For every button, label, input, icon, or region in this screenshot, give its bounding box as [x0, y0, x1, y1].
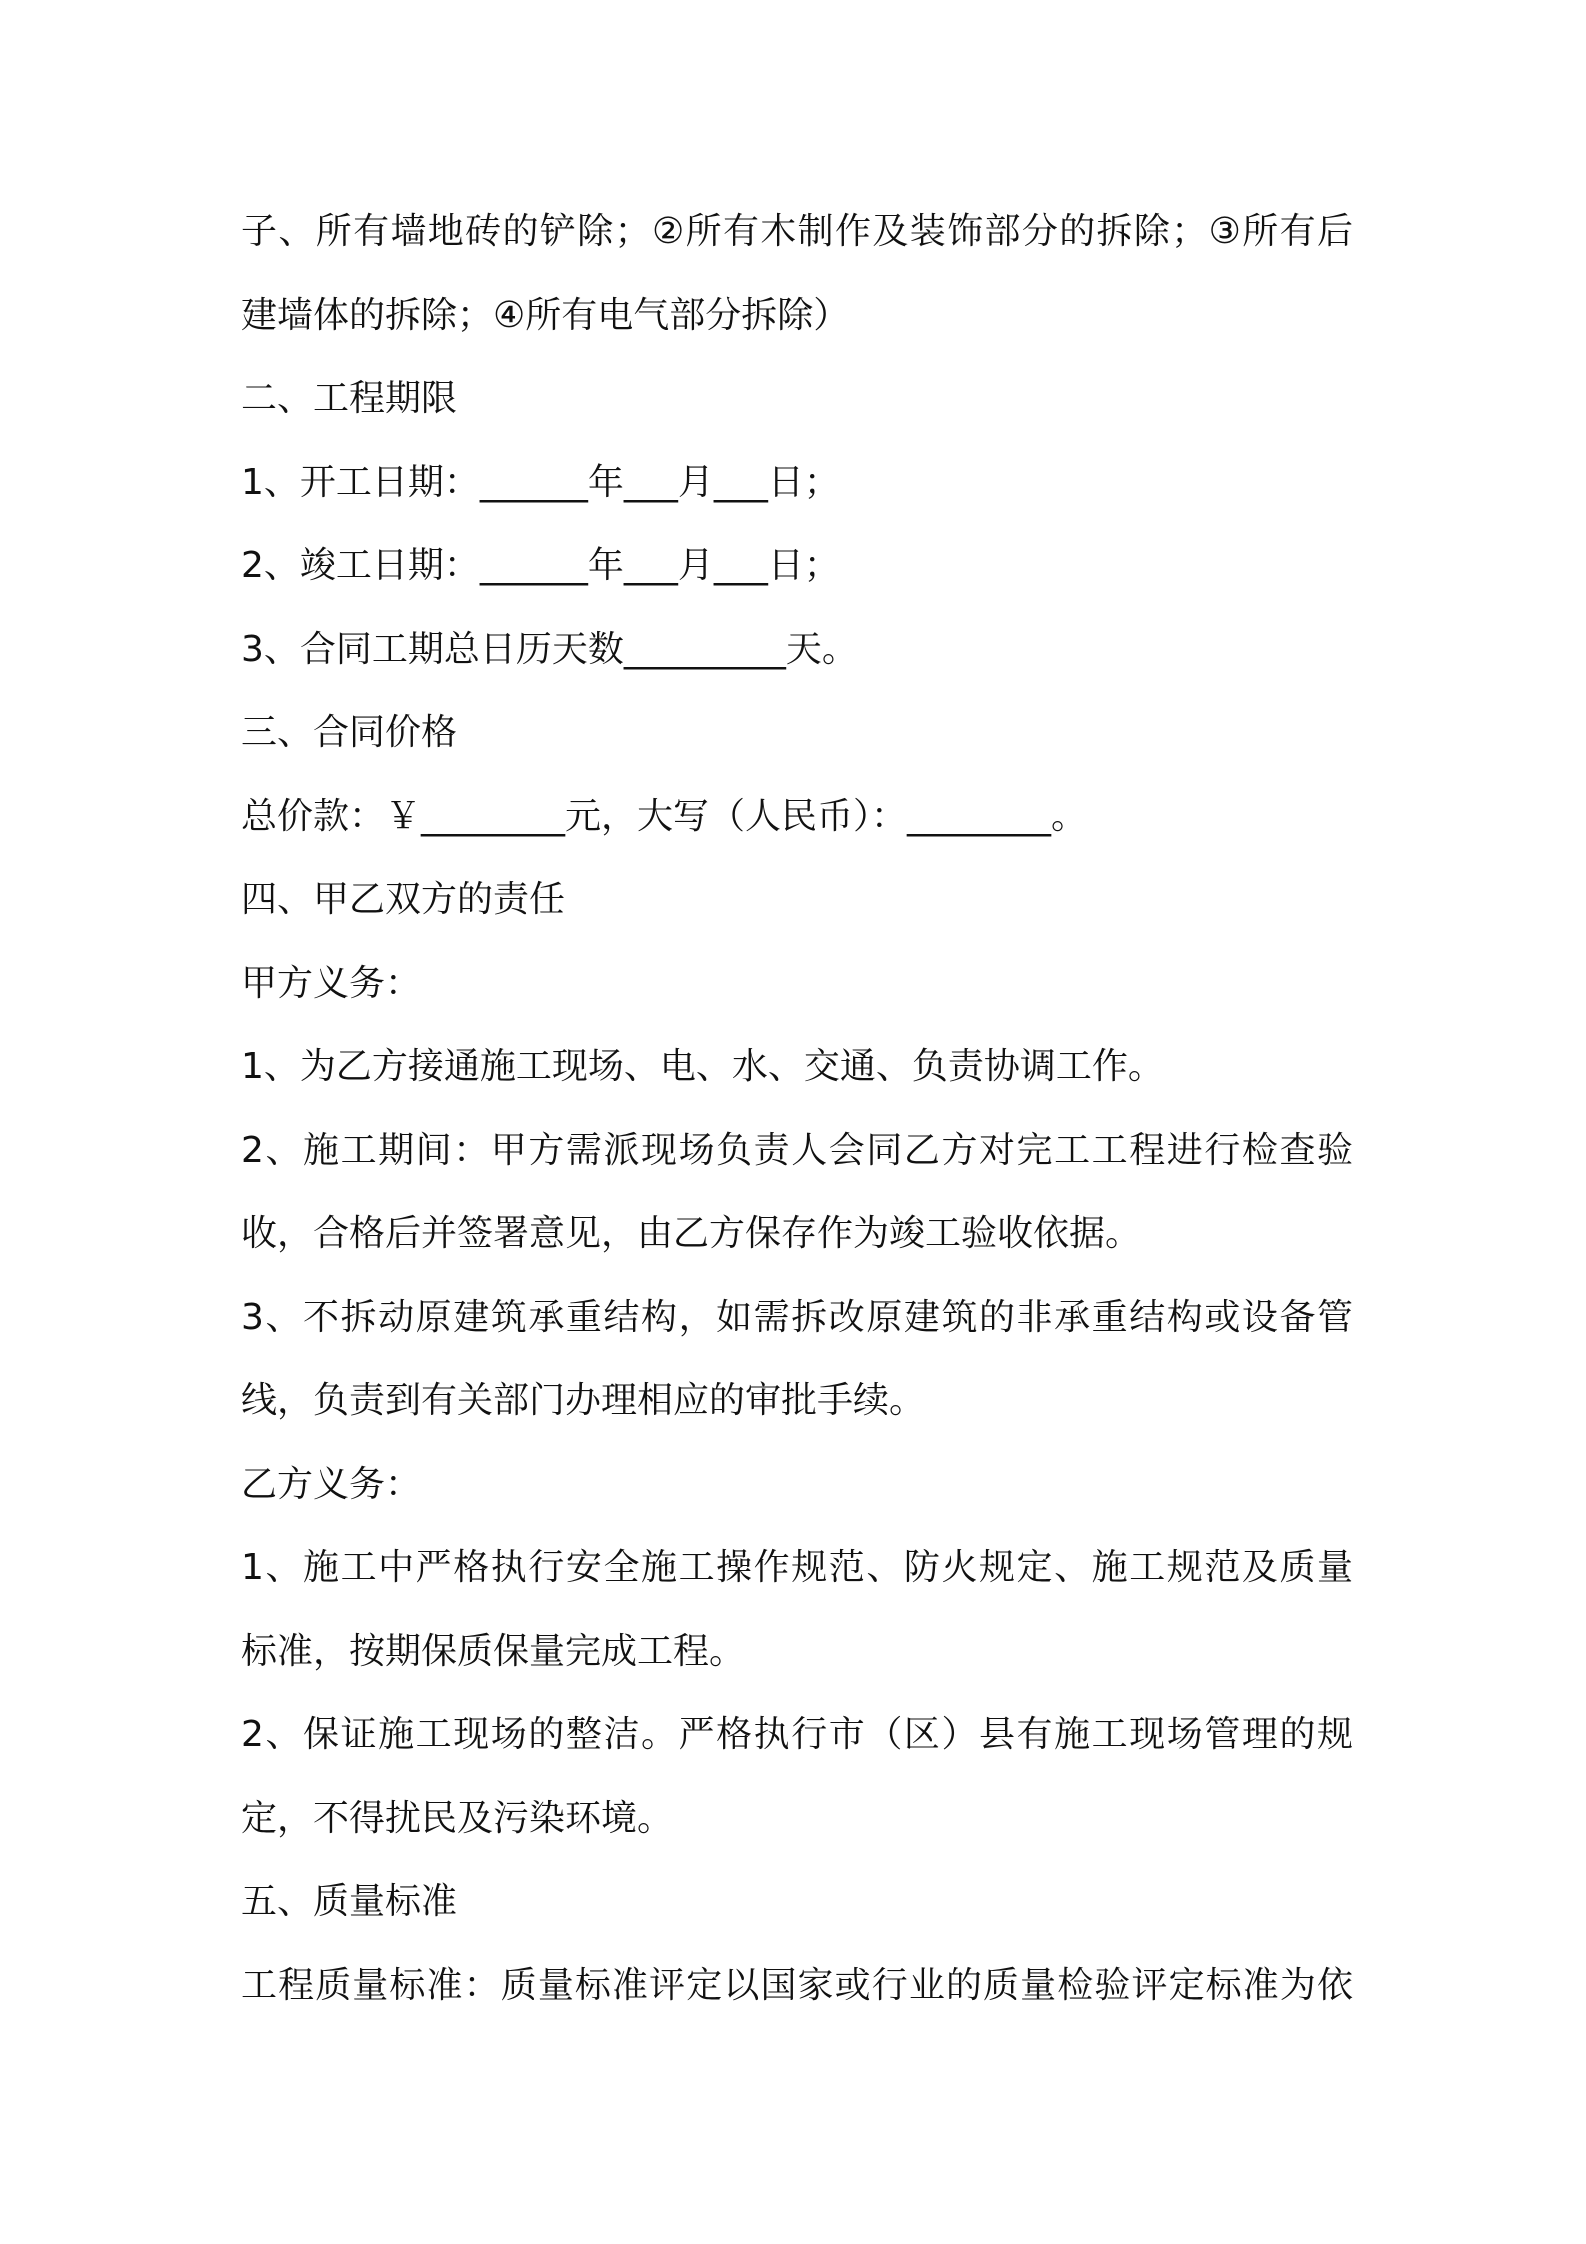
- subsection-heading: 乙方义务：: [241, 1463, 422, 1505]
- paragraph-line: 收，合格后并签署意见，由乙方保存作为竣工验收依据。: [241, 1213, 1142, 1254]
- paragraph-line: 工程质量标准：质量标准评定以国家或行业的质量检验评定标准为依: [241, 1964, 1353, 2006]
- section-heading: 三、合同价格: [241, 712, 458, 753]
- paragraph-line: 子、所有墙地砖的铲除；②所有木制作及装饰部分的拆除；③所有后: [241, 211, 1353, 252]
- subsection-heading: 甲方义务：: [241, 962, 422, 1004]
- paragraph-line: 2、施工期间：甲方需派现场负责人会同乙方对完工工程进行检查验: [241, 1129, 1353, 1171]
- total-days-line: 3、合同工期总日历天数_________天。: [241, 628, 858, 670]
- paragraph-line: 线，负责到有关部门办理相应的审批手续。: [241, 1380, 926, 1421]
- section-heading: 二、工程期限: [241, 378, 458, 419]
- paragraph-line: 2、保证施工现场的整洁。严格执行市（区）县有施工现场管理的规: [241, 1714, 1353, 1755]
- completion-date-line: 2、竣工日期：______年___月___日；: [241, 545, 840, 586]
- paragraph-line: 标准，按期保质保量完成工程。: [241, 1630, 746, 1672]
- paragraph-line: 1、为乙方接通施工现场、电、水、交通、负责协调工作。: [241, 1046, 1164, 1087]
- start-date-line: 1、开工日期：______年___月___日；: [241, 461, 840, 503]
- section-heading: 四、甲乙双方的责任: [241, 879, 566, 920]
- total-price-line: 总价款：￥________元，大写（人民币）：________。: [241, 795, 1088, 837]
- paragraph-line: 建墙体的拆除；④所有电气部分拆除）: [241, 294, 850, 336]
- document-body: [241, 196, 1353, 2033]
- paragraph-line: 定，不得扰民及污染环境。: [241, 1797, 674, 1839]
- section-heading: 五、质量标准: [241, 1881, 458, 1922]
- paragraph-line: 1、施工中严格执行安全施工操作规范、防火规定、施工规范及质量: [241, 1547, 1353, 1588]
- paragraph-line: 3、不拆动原建筑承重结构，如需拆改原建筑的非承重结构或设备管: [241, 1296, 1353, 1338]
